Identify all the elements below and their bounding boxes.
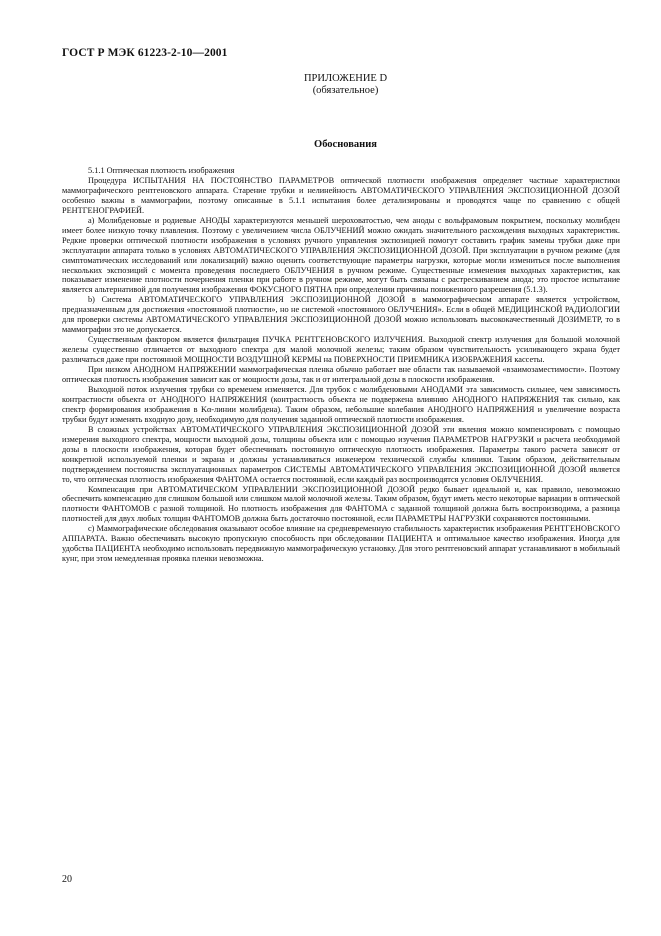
paragraph: Процедура ИСПЫТАНИЯ НА ПОСТОЯНСТВО ПАРАМЕТРОВ оптической плотности изображения определяет частные характеристики маммографического рентгеновского аппарата. Старение трубки и нелинейность АВТОМАТИЧЕСКОГО УПРАВЛЕНИЯ ЭКСПОЗИЦИОННОЙ ДОЗОЙ особенно важны в маммографии, поэтому описанные в 5.1.1 испытания более детализированы и проводятся чаще по сравнению с общей РЕНТГЕНОГРАФИЕЙ. <box>62 175 620 215</box>
appendix-title: ПРИЛОЖЕНИЕ D <box>303 73 388 84</box>
paragraph: с) Маммографические обследования оказывают особое влияние на средневременную стабильность характеристик изображения РЕНТГЕНОВСКОГО АППАРАТА. Важно обеспечивать высокую пропускную способность при обследовании ПАЦИЕНТА и оптимальное качество изображения. Иногда для удобства ПАЦИЕНТА необходимо использовать передвижную маммографическую установку. Для этого рентгеновский аппарат устанавливают в мобильный кунг, при этом немедленная проявка пленки невозможна. <box>62 524 620 564</box>
subsection-heading: 5.1.1 Оптическая плотность изображения <box>88 166 235 175</box>
page-number: 20 <box>62 874 72 885</box>
section-title: Обоснования <box>314 139 377 150</box>
paragraph: b) Система АВТОМАТИЧЕСКОГО УПРАВЛЕНИЯ ЭКСПОЗИЦИОННОЙ ДОЗОЙ в маммографическом аппарате является устройством, предназначенным для достижения «постоянной плотности», но не системой «постоянного ОБЛУЧЕНИЯ». Если в общей МЕДИЦИНСКОЙ РАДИОЛОГИИ для проверки системы АВТОМАТИЧЕСКОГО УПРАВЛЕНИЯ ЭКСПОЗИЦИОННОЙ ДОЗОЙ можно использовать высококачественный ДОЗИМЕТР, то в маммографии это не допускается. <box>62 295 620 335</box>
paragraph: В сложных устройствах АВТОМАТИЧЕСКОГО УПРАВЛЕНИЯ ЭКСПОЗИЦИОННОЙ ДОЗОЙ эти явления можно компенсировать с помощью измерения выходного спектра, мощности выходной дозы, толщины объекта или с помощью изучения ПАРАМЕТРОВ НАГРУЗКИ и расчета необходимой дозы в плоскости изображения, которая будет обеспечивать постоянную оптическую плотность изображения. Параметры такого расчета зависят от конкретной используемой пленки и экрана и должны устанавливаться инженером технической службы клиники. Таким образом, действительным подтверждением постоянства эксплуатационных параметров СИСТЕМЫ АВТОМАТИЧЕСКОГО УПРАВЛЕНИЯ ЭКСПОЗИЦИОННОЙ ДОЗОЙ является то, что оптическая плотность изображения ФАНТОМА остается постоянной, если каждый раз воспроизводятся условия ОБЛУЧЕНИЯ. <box>62 424 620 484</box>
paragraph: При низком АНОДНОМ НАПРЯЖЕНИИ маммографическая пленка обычно работает вне области так называемой «взаимозаместимости». Поэтому оптическая плотность изображения зависит как от мощности дозы, так и от интегральной дозы в плоскости изображения. <box>62 365 620 385</box>
standard-header: ГОСТ Р МЭК 61223-2-10—2001 <box>62 47 228 59</box>
paragraph: Выходной поток излучения трубки со временем изменяется. Для трубок с молибденовыми АНОДАМИ эта зависимость сильнее, чем зависимость контрастности объекта от АНОДНОГО НАПРЯЖЕНИЯ (контрастность объекта не подвержена влиянию АНОДНОГО НАПРЯЖЕНИЯ так сильно, как спектр формирования изображения в Kα-линии молибдена). Таким образом, небольшие колебания АНОДНОГО НАПРЯЖЕНИЯ и увеличение возраста трубки будут изменять входную дозу, необходимую для получения заданной оптической плотности изображения. <box>62 384 620 424</box>
appendix-heading <box>0 73 661 97</box>
paragraph: а) Молибденовые и родиевые АНОДЫ характеризуются меньшей шероховатостью, чем аноды с вольфрамовым покрытием, поскольку молибден имеет более низкую точку плавления. Поэтому с увеличением числа ОБЛУЧЕНИЙ можно ожидать значительного расхождения выходных характеристик. Редкие проверки оптической плотности изображения в условиях ручного управления экспозицией помогут составить график замены трубки даже при эксплуатации аппарата только в условиях АВТОМАТИЧЕСКОГО УПРАВЛЕНИЯ ЭКСПОЗИЦИОННОЙ ДОЗОЙ. При эксплуатации в ручном режиме (для симптоматических исследований или локализаций) важно оценить соответствующие параметры нагрузки, которые могли измениться после выполнения нескольких экспозиций с момента проведения последнего ОБЛУЧЕНИЯ в ручном режиме. Существенные изменения выходных характеристик, как показывает изменение плотности почернения пленки при работе в ручном режиме, могут быть связаны с растрескиванием анода; это простое испытание является альтернативой для получения изображения ФОКУСНОГО ПЯТНА при определении причины пониженного разрешения (5.1.3). <box>62 215 620 295</box>
appendix-subtitle: (обязательное) <box>312 85 379 96</box>
paragraph: Компенсация при АВТОМАТИЧЕСКОМ УПРАВЛЕНИИ ЭКСПОЗИЦИОННОЙ ДОЗОЙ редко бывает идеальной и, как правило, невозможно обеспечить компенсацию для слишком большой или слишком малой молочной железы. Таким образом, будут иметь место некоторые вариации в оптической плотности ФАНТОМОВ с разной толщиной. Но плотность изображения для ФАНТОМА с заданной толщиной должна быть воспроизводима, а разница плотностей для двух любых толщин ФАНТОМОВ должна быть достаточно постоянной, если ПАРАМЕТРЫ НАГРУЗКИ сохраняются постоянными. <box>62 484 620 524</box>
body-text <box>62 166 620 564</box>
paragraph: Существенным фактором является фильтрация ПУЧКА РЕНТГЕНОВСКОГО ИЗЛУЧЕНИЯ. Выходной спектр излучения для большой молочной железы существенно отличается от выходного спектра для малой молочной железы; таким образом чувствительность усиливающего экрана будет различаться даже при постоянной МОЩНОСТИ ВОЗДУШНОЙ КЕРМЫ на ПОВЕРХНОСТИ ПРИЕМНИКА ИЗОБРАЖЕНИЯ кассеты. <box>62 335 620 365</box>
